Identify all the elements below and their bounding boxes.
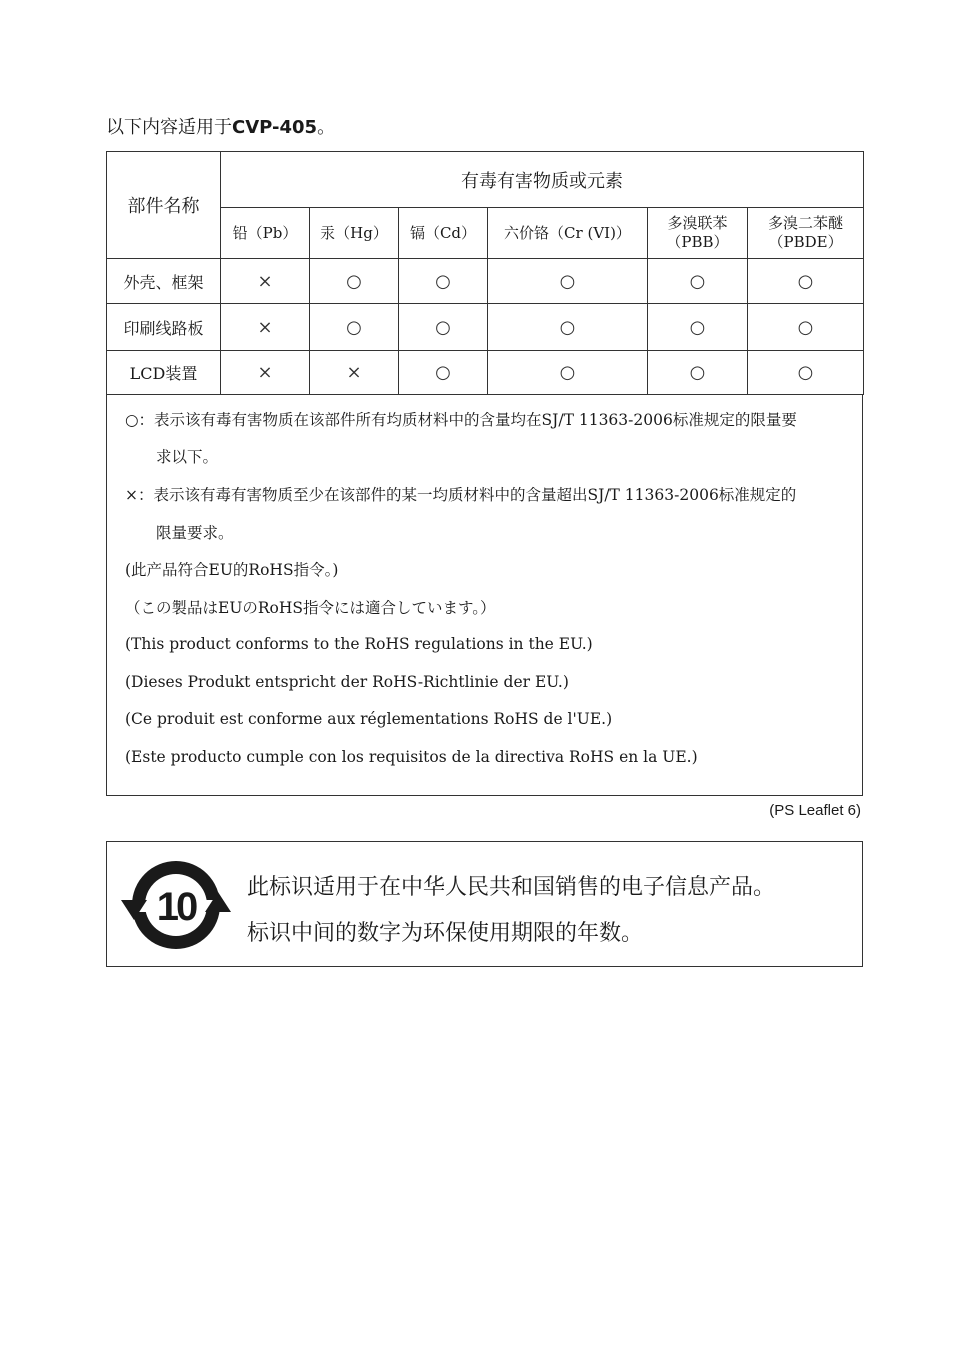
leaflet-reference: (PS Leaflet 6) bbox=[769, 802, 861, 819]
note-circle-line1: ○：表示该有毒有害物质在该部件所有均质材料中的含量均在SJ/T 11363-2006标准规定的限量要 bbox=[125, 411, 797, 429]
notes-section bbox=[106, 395, 863, 796]
intro-prefix: 以下内容适用于 bbox=[106, 117, 232, 138]
substance-label: 六价铬（Cr (VI)） bbox=[504, 223, 631, 242]
efup-recycle-icon bbox=[121, 856, 231, 954]
part-name-header: 部件名称 bbox=[107, 152, 221, 259]
substance-label: 镉（Cd） bbox=[409, 223, 477, 242]
part-name-cell: 印刷线路板 bbox=[107, 304, 221, 351]
table-row bbox=[107, 259, 864, 304]
mark-cell: ○ bbox=[748, 304, 864, 351]
note-japanese: （この製品はEUのRoHS指令には適合しています。） bbox=[125, 599, 496, 617]
substance-header-pbde bbox=[748, 208, 864, 259]
substance-header-cd bbox=[399, 208, 488, 259]
note-spanish: (Este producto cumple con los requisitos de la directiva RoHS en la UE.) bbox=[125, 748, 698, 766]
mark-cell: ○ bbox=[648, 304, 748, 351]
note-circle-line2: 求以下。 bbox=[156, 448, 219, 466]
intro-suffix: 。 bbox=[317, 117, 336, 138]
note-french: (Ce produit est conforme aux réglementations RoHS de l'UE.) bbox=[125, 710, 613, 728]
mark-cell: × bbox=[221, 304, 310, 351]
intro-text bbox=[106, 113, 335, 139]
mark-cell: ○ bbox=[399, 351, 488, 395]
mark-cell: ○ bbox=[488, 351, 648, 395]
mark-cell: ○ bbox=[399, 304, 488, 351]
substance-label: 多溴二苯醚 bbox=[768, 214, 844, 232]
note-chinese: (此产品符合EU的RoHS指令。) bbox=[125, 561, 339, 579]
mark-cell: ○ bbox=[399, 259, 488, 304]
mark-cell: × bbox=[310, 351, 399, 395]
model-name: CVP-405 bbox=[232, 117, 318, 138]
substance-label: 汞（Hg） bbox=[320, 223, 388, 242]
mark-cell: ○ bbox=[748, 259, 864, 304]
mark-cell: ○ bbox=[488, 259, 648, 304]
mark-cell: ○ bbox=[648, 351, 748, 395]
efup-label-box bbox=[106, 841, 863, 967]
hazardous-substance-table bbox=[106, 151, 864, 395]
mark-cell: ○ bbox=[748, 351, 864, 395]
mark-cell: ○ bbox=[488, 304, 648, 351]
efup-number: 10 bbox=[156, 885, 196, 929]
substance-header-cr6 bbox=[488, 208, 648, 259]
substance-abbr: （PBB） bbox=[666, 233, 729, 251]
note-german: (Dieses Produkt entspricht der RoHS-Richtlinie der EU.) bbox=[125, 673, 569, 691]
mark-cell: ○ bbox=[310, 304, 399, 351]
table-row bbox=[107, 351, 864, 395]
note-english: (This product conforms to the RoHS regulations in the EU.) bbox=[125, 635, 593, 653]
note-cross-line2: 限量要求。 bbox=[156, 524, 234, 542]
substance-header-pb bbox=[221, 208, 310, 259]
substance-header-hg bbox=[310, 208, 399, 259]
table-row bbox=[107, 304, 864, 351]
substance-group-header: 有毒有害物质或元素 bbox=[221, 152, 864, 208]
mark-cell: × bbox=[221, 351, 310, 395]
efup-line2: 标识中间的数字为环保使用期限的年数。 bbox=[247, 921, 644, 946]
substance-label: 铅（Pb） bbox=[232, 223, 298, 242]
note-cross-line1: ×：表示该有毒有害物质至少在该部件的某一均质材料中的含量超出SJ/T 11363-2006标准规定的 bbox=[125, 486, 797, 504]
mark-cell: ○ bbox=[648, 259, 748, 304]
mark-cell: ○ bbox=[310, 259, 399, 304]
part-name-cell: LCD装置 bbox=[107, 351, 221, 395]
mark-cell: × bbox=[221, 259, 310, 304]
substance-abbr: （PBDE） bbox=[768, 233, 843, 251]
efup-line1: 此标识适用于在中华人民共和国销售的电子信息产品。 bbox=[247, 875, 776, 900]
substance-header-pbb bbox=[648, 208, 748, 259]
substance-label: 多溴联苯 bbox=[667, 214, 728, 232]
part-name-cell: 外壳、框架 bbox=[107, 259, 221, 304]
